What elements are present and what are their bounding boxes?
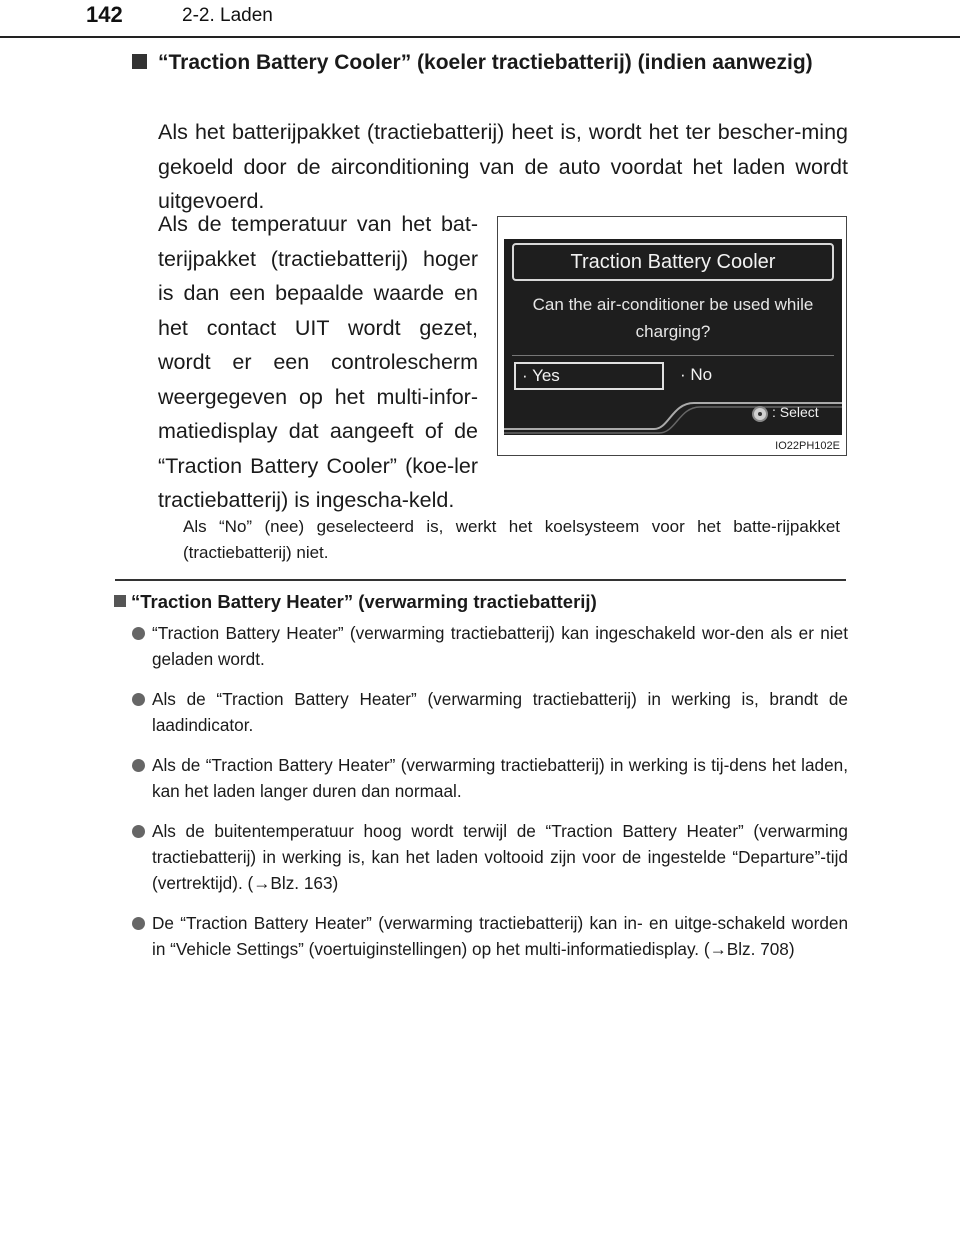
section1-heading-text: “Traction Battery Cooler” (koeler tractiebatterij) (indien aanwezig) (158, 51, 813, 74)
list-item (130, 686, 848, 738)
options-divider (512, 355, 834, 356)
screen-question: Can the air-conditioner be used while charging? (532, 295, 814, 341)
square-bullet-icon (114, 595, 126, 607)
list-item-text: “Traction Battery Heater” (verwarming tractiebatterij) kan ingeschakeld wor-den als er niet geladen wordt. (152, 623, 848, 669)
round-bullet-icon (132, 759, 145, 772)
select-label: : Select (772, 404, 819, 420)
section1-paragraph-1: Als het batterijpakket (tractiebatterij) heet is, wordt het ter bescher-ming gekoeld door de airconditioning van de auto voordat het laden wordt uitgevoerd. (158, 120, 848, 213)
section1-note: Als “No” (nee) geselecteerd is, werkt het koelsysteem voor het batte-rijpakket (tractiebatterij) niet. (183, 517, 840, 562)
square-bullet-icon (132, 54, 147, 69)
section1-heading (132, 48, 852, 78)
section2-bullet-list (130, 620, 848, 976)
round-bullet-icon (132, 693, 145, 706)
multi-information-display (504, 239, 842, 435)
list-item (130, 620, 848, 672)
figure-code: IO22PH102E (775, 440, 840, 452)
option-no: · No (680, 365, 713, 384)
page-number: 142 (86, 2, 123, 27)
list-item (130, 752, 848, 804)
list-item-text: Als de “Traction Battery Heater” (verwarming tractiebatterij) in werking is tij-dens het laden, kan het laden langer duren dan normaal. (152, 755, 848, 801)
list-item (130, 910, 848, 962)
section-divider (115, 579, 846, 581)
control-dial-icon (752, 406, 768, 422)
round-bullet-icon (132, 627, 145, 640)
list-item-text: De “Traction Battery Heater” (verwarming tractiebatterij) kan in- en uitge-schakeld worden in “Vehicle Settings” (voertuiginstellingen) op het multi-informatiedisplay. (→Blz. 708) (152, 913, 848, 959)
list-item-text: Als de buitentemperatuur hoog wordt terwijl de “Traction Battery Heater” (verwarming tractiebatterij) in werking is, kan het laden voltooid zijn voor de ingestelde “Departure”-tijd (vertrektijd). (→Blz. 163) (152, 821, 848, 893)
list-item-text: Als de “Traction Battery Heater” (verwarming tractiebatterij) in werking is, brandt de laadindicator. (152, 689, 848, 735)
round-bullet-icon (132, 825, 145, 838)
round-bullet-icon (132, 917, 145, 930)
header-rule (0, 36, 960, 38)
section2-heading (114, 591, 597, 613)
list-item (130, 818, 848, 896)
screen-title: Traction Battery Cooler (512, 243, 834, 281)
display-figure (497, 216, 847, 456)
section1-paragraph-2: Als de temperatuur van het bat-terijpakket (tractiebatterij) hoger is dan een bepaalde waarde en het contact UIT wordt gezet, wordt er een controlescherm weergegeven op het multi-infor-matiedisplay dat aangeeft of de “Traction Battery Cooler” (koe-ler tractiebatterij) is ingescha-keld. (158, 212, 478, 512)
chapter-title: 2-2. Laden (182, 5, 273, 26)
option-yes: · Yes (514, 362, 664, 390)
section2-heading-text: “Traction Battery Heater” (verwarming tractiebatterij) (131, 591, 597, 612)
